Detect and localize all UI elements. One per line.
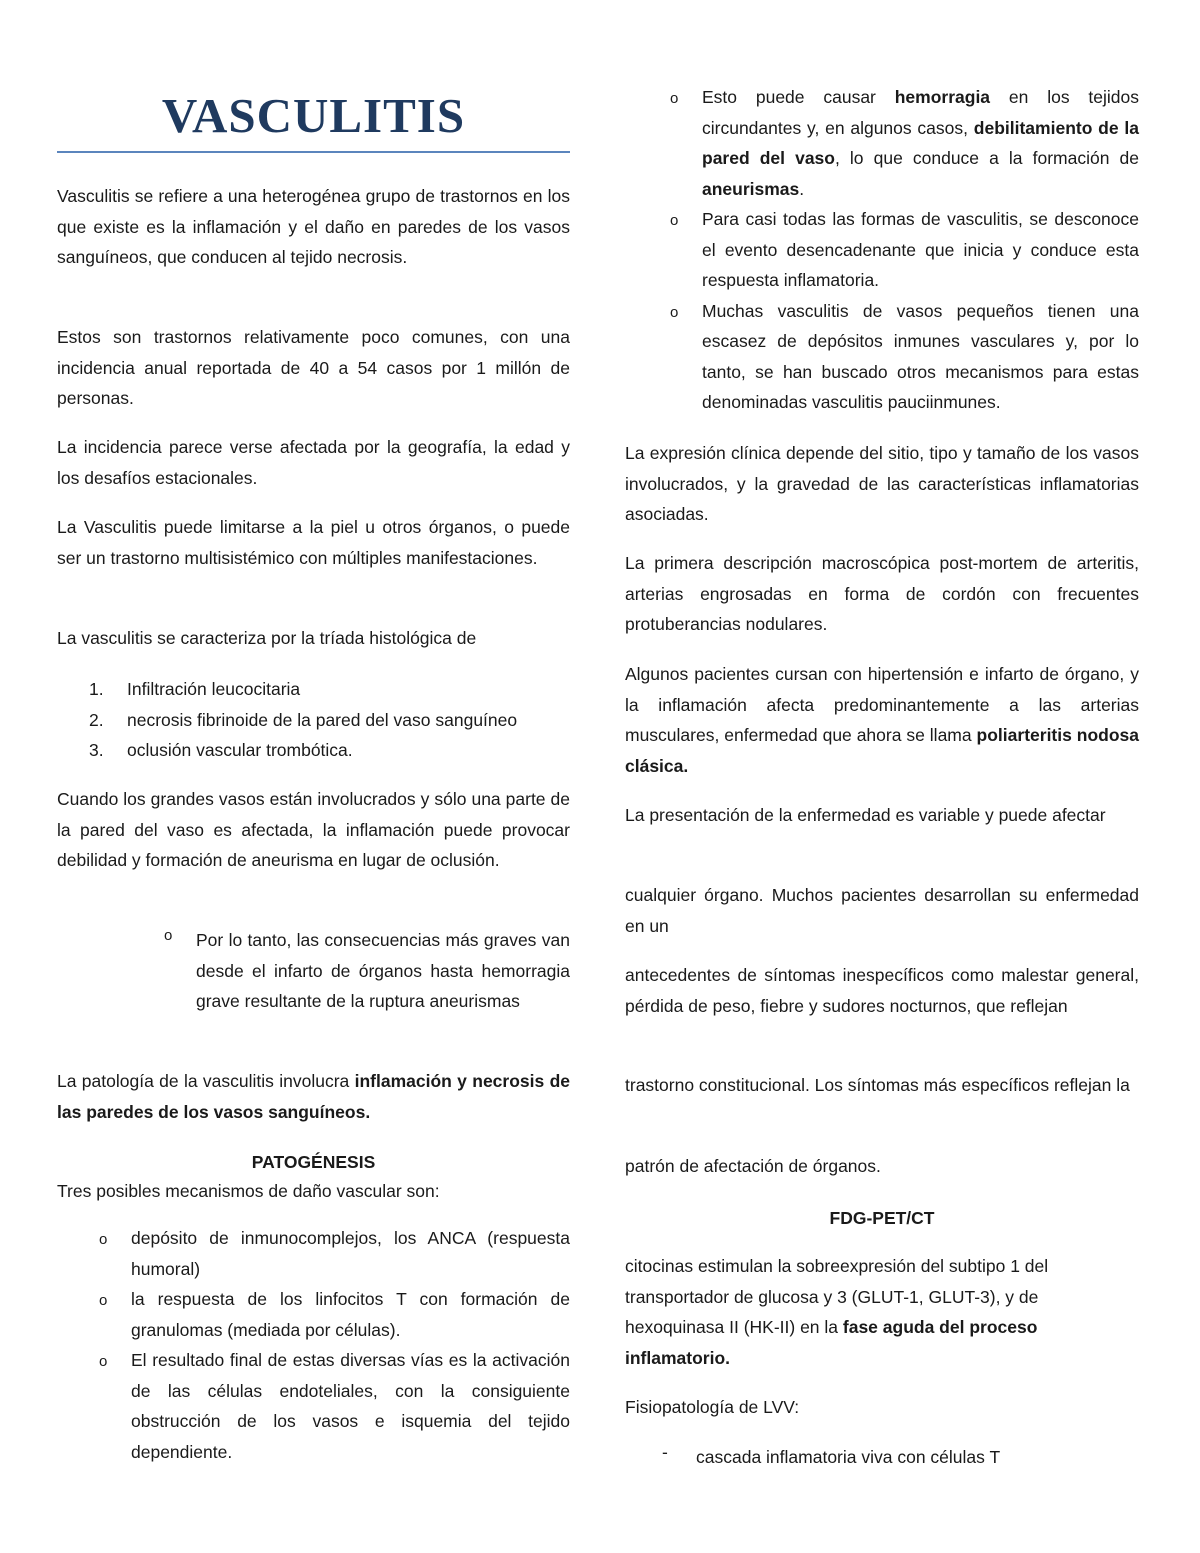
paragraph-pathology (57, 1066, 570, 1127)
paragraph-definition: Vasculitis se refiere a una heterogénea grupo de trastornos en los que existe es la inflamación y el daño en paredes de los vasos sanguíneos, que conducen al tejido necrosis. (57, 186, 570, 267)
list-number: 3. (89, 740, 104, 760)
paragraph-clinical-expression: La expresión clínica depende del sitio, tipo y tamaño de los vasos involucrados, y la gravedad de las características inflamatorias asociadas. (625, 443, 1139, 524)
list-item (670, 82, 1139, 204)
circle-bullet-icon: o (99, 1292, 108, 1309)
paragraph-skin-organs: La Vasculitis puede limitarse a la piel u otros órganos, o puede ser un trastorno multisistémico con múltiples manifestaciones. (57, 517, 570, 568)
list-item-text: Para casi todas las formas de vasculitis, se desconoce el evento desencadenante que inicia y conduce esta respuesta inflamatoria. (702, 209, 1139, 290)
dash-bullet (662, 1442, 1139, 1473)
circle-bullet-icon: o (670, 212, 679, 229)
paragraph-geography: La incidencia parece verse afectada por la geografía, la edad y los desafíos estacionales. (57, 437, 570, 488)
list-item-text: Muchas vasculitis de vasos pequeños tienen una escasez de depósitos inmunes vasculares y, por lo tanto, se han buscado otros mecanismos para estas denominadas vasculitis pauciinmunes. (702, 300, 1139, 412)
paragraph-cytokines (625, 1251, 1139, 1373)
heading-pathogenesis: PATOGÉNESIS (251, 1152, 376, 1172)
paragraph-constitutional: trastorno constitucional. Los síntomas más específicos reflejan la (625, 1075, 1130, 1095)
list-item-text: necrosis fibrinoide de la pared del vaso sanguíneo (127, 709, 518, 730)
text-run: . (799, 178, 805, 199)
circle-bullet-icon: o (99, 1353, 108, 1370)
circle-bullet-icon: o (670, 303, 679, 321)
paragraph-hypertension (625, 659, 1139, 781)
heading-fdg-pet-ct: FDG-PET/CT (829, 1208, 935, 1228)
bold-text-run: debilitamiento de la pared del vaso (702, 117, 1139, 168)
circle-bullet-icon: o (99, 1231, 108, 1248)
paragraph-organ-pattern: patrón de afectación de órganos. (625, 1156, 881, 1176)
list-item-text: oclusión vascular trombótica. (127, 740, 353, 760)
consequence-text: Por lo tanto, las consecuencias más graves van desde el infarto de órganos hasta hemorragia grave resultante de la ruptura aneurismas (196, 930, 570, 1011)
bold-text-run: fase aguda del proceso inflamatorio. (625, 1317, 1038, 1368)
dash-item-text: cascada inflamatoria viva con células T (696, 1447, 1001, 1467)
list-item (99, 1345, 570, 1467)
mechanisms-list (99, 1223, 570, 1467)
list-item-text: El resultado final de estas diversas vías es la activación de las células endoteliales, con la consiguiente obstrucción de los vasos e isquemia del tejido dependiente. (131, 1350, 570, 1462)
list-item (57, 735, 570, 766)
circle-bullet-icon: o (164, 927, 173, 944)
text-run: , lo que conduce a la formación de (834, 148, 1139, 168)
paragraph-triad-intro: La vasculitis se caracteriza por la tríada histológica de (57, 628, 477, 648)
paragraph-any-organ: cualquier órgano. Muchos pacientes desarrollan su enfermedad en un (625, 885, 1139, 936)
list-item (99, 1284, 570, 1345)
title-underline (57, 151, 570, 153)
pathology-text: La patología de la vasculitis involucra (57, 1071, 355, 1091)
right-column (625, 0, 1139, 1467)
text-run: Algunos pacientes cursan con hipertensión e infarto de órgano, y la inflamación afecta predominantemente a las arterias musculares, enfermedad que ahora se llama (625, 664, 1139, 745)
bold-text-run: poliarteritis nodosa clásica. (625, 725, 1139, 776)
paragraph-presentation: La presentación de la enfermedad es variable y puede afectar (625, 805, 1106, 825)
text-run: citocinas estimulan la sobreexpresión del subtipo 1 del transportador de glucosa y 3 (GLUT-1, GLUT-3), y de hexoquinasa II (HK-II) en la (625, 1256, 1049, 1337)
right-bullet-list (670, 82, 1139, 418)
text-run: Esto puede causar (702, 87, 895, 107)
list-item (57, 674, 570, 705)
list-item-text: la respuesta de los linfocitos T con formación de granulomas (mediada por células). (131, 1289, 570, 1340)
circle-bullet-icon: o (670, 90, 679, 107)
text-run: en los tejidos circundantes y, en algunos casos, (702, 87, 1139, 138)
paragraph-first-description: La primera descripción macroscópica post-mortem de arteritis, arterias engrosadas en forma de cordón con frecuentes protuberancias nodulares. (625, 553, 1139, 634)
bold-text-run: hemorragia (894, 87, 991, 107)
mechanisms-intro: Tres posibles mecanismos de daño vascular son: (57, 1181, 440, 1201)
list-item (99, 1223, 570, 1284)
paragraph-lvv: Fisiopatología de LVV: (625, 1397, 800, 1417)
dash-bullet-icon: - (662, 1442, 668, 1462)
list-number: 2. (89, 709, 104, 730)
list-item (57, 705, 570, 736)
triad-list (57, 674, 570, 766)
bold-text-run: aneurismas (702, 178, 800, 199)
list-item-text: depósito de inmunocomplejos, los ANCA (respuesta humoral) (131, 1228, 570, 1279)
paragraph-nonspecific-symptoms: antecedentes de síntomas inespecíficos como malestar general, pérdida de peso, fiebre y sudores nocturnos, que reflejan (625, 965, 1139, 1016)
list-item-text: Infiltración leucocitaria (127, 679, 301, 699)
left-column (57, 0, 570, 1462)
paragraph-large-vessels: Cuando los grandes vasos están involucrados y sólo una parte de la pared del vaso es afectada, la inflamación puede provocar debilidad y formación de aneurisma en lugar de oclusión. (57, 789, 570, 870)
paragraph-incidence: Estos son trastornos relativamente poco comunes, con una incidencia anual reportada de 40 a 54 casos por 1 millón de personas. (57, 327, 570, 408)
list-item (670, 296, 1139, 418)
list-item (670, 204, 1139, 296)
consequence-bullet (164, 925, 570, 1017)
pathology-bold-text: inflamación y necrosis de las paredes de los vasos sanguíneos. (57, 1071, 570, 1122)
document-title: VASCULITIS (161, 88, 466, 143)
list-number: 1. (89, 679, 104, 699)
